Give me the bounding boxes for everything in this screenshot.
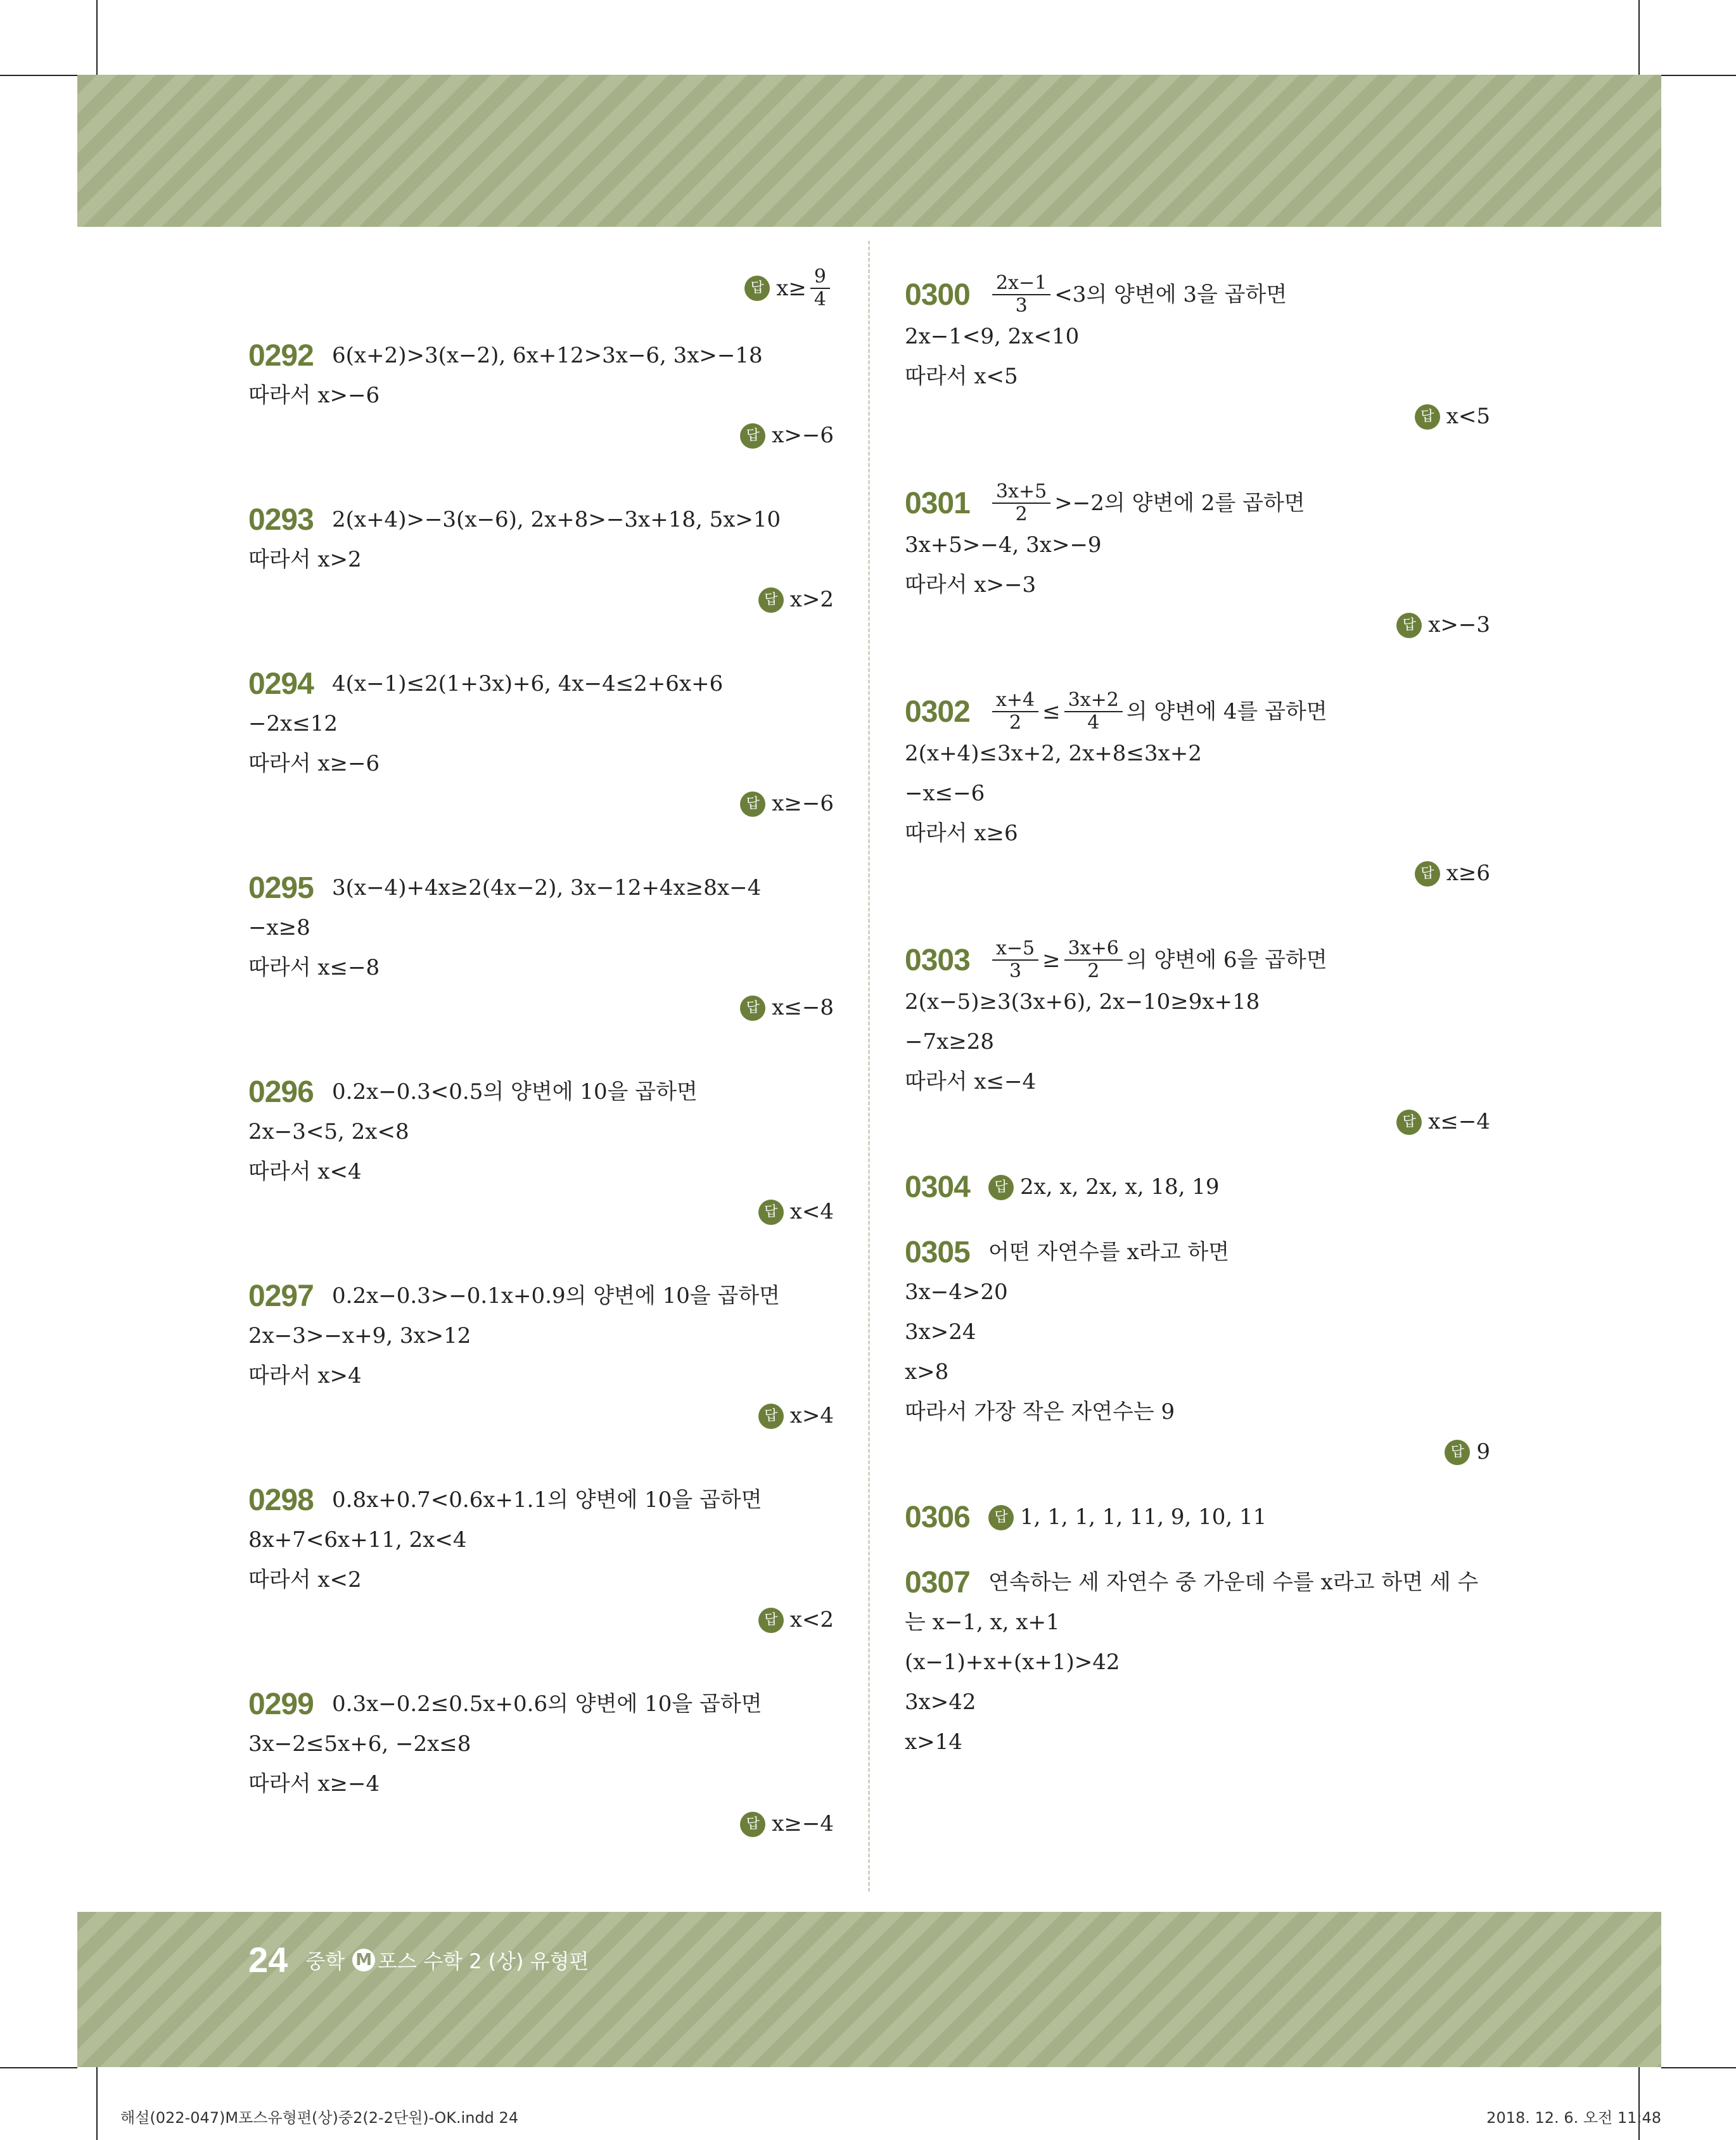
answer-badge: 답 xyxy=(740,1812,765,1837)
answer-text: x≥−6 xyxy=(772,791,834,816)
problem-0305 xyxy=(905,1233,1490,1472)
solution-line: 2x−3>−x+9, 3x>12 xyxy=(248,1323,471,1349)
solution-line: 8x+7<6x+11, 2x<4 xyxy=(248,1527,467,1553)
answer-badge: 답 xyxy=(1415,404,1440,430)
imprint-date: 2018. 12. 6. 오전 11:48 xyxy=(1486,2109,1661,2127)
solution-line: 따라서 x≥−6 xyxy=(248,751,380,776)
problem-number: 0298 xyxy=(248,1483,314,1517)
solution-line: 2x−3<5, 2x<8 xyxy=(248,1119,409,1144)
problem-number: 0299 xyxy=(248,1688,314,1721)
header-band xyxy=(77,75,1661,227)
solution-line: 연속하는 세 자연수 중 가운데 수를 x라고 하면 세 수 xyxy=(988,1570,1479,1595)
problem-0293 xyxy=(248,500,834,620)
solution-line: x>14 xyxy=(905,1729,962,1755)
solution-line: 3x−4>20 xyxy=(905,1279,1008,1305)
divider-notch xyxy=(859,1898,879,1912)
left-column xyxy=(248,266,834,1844)
problem-number: 0301 xyxy=(905,486,970,520)
solution-line: 0.3x−0.2≤0.5x+0.6의 양변에 10을 곱하면 xyxy=(332,1691,762,1717)
answer-badge: 답 xyxy=(758,1608,784,1633)
solution-line: 의 양변에 6을 곱하면 xyxy=(1126,947,1327,973)
solution-line: 따라서 x<2 xyxy=(248,1567,362,1592)
problem-0302: 0302 $\frac{x+4}{2}$ ≤ $\frac{3x+2}{4}$ 의 양변에 4를 곱하면 2(x+4)≤3x+2, 2x+8≤3x+2 −x≤−6 따라서 x≥6 답 x≥6 xyxy=(905,689,1490,894)
problem-number: 0295 xyxy=(248,871,314,905)
answer-text: x<2 xyxy=(789,1607,834,1632)
solution-line: x>8 xyxy=(905,1359,949,1385)
answer-badge: 답 xyxy=(744,276,770,301)
solution-line: 2x−1<9, 2x<10 xyxy=(905,324,1080,349)
solution-line: 4(x−1)≤2(1+3x)+6, 4x−4≤2+6x+6 xyxy=(332,671,724,696)
crop-mark xyxy=(0,2067,77,2068)
problem-number: 0303 xyxy=(905,943,970,977)
crop-mark xyxy=(0,75,77,76)
solution-line: 따라서 x≥−4 xyxy=(248,1771,380,1797)
solution-line: 의 양변에 4를 곱하면 xyxy=(1126,698,1327,724)
solution-line: 3x>24 xyxy=(905,1319,976,1345)
solution-line: 0.8x+0.7<0.6x+1.1의 양변에 10을 곱하면 xyxy=(332,1487,762,1513)
answer-text: x>−6 xyxy=(772,423,834,448)
answer-text: x≥−4 xyxy=(772,1811,834,1836)
solution-line: 0.2x−0.3>−0.1x+0.9의 양변에 10을 곱하면 xyxy=(332,1283,781,1309)
answer-text: x≥6 xyxy=(1446,861,1490,886)
solution-line: 3x−2≤5x+6, −2x≤8 xyxy=(248,1731,471,1757)
solution-line: 3(x−4)+4x≥2(4x−2), 3x−12+4x≥8x−4 xyxy=(332,875,762,900)
problem-number: 0300 xyxy=(905,278,970,312)
solution-line: 따라서 x>−3 xyxy=(905,572,1037,598)
answer-text: x≤−8 xyxy=(772,995,834,1020)
solution-line: 따라서 가장 작은 자연수는 9 xyxy=(905,1399,1175,1425)
answer-text: x≤−4 xyxy=(1428,1109,1490,1134)
problem-number: 0305 xyxy=(905,1236,970,1269)
solution-line: 는 x−1, x, x+1 xyxy=(905,1610,1060,1635)
solution-line: 따라서 x<5 xyxy=(905,364,1018,389)
problem-0294 xyxy=(248,664,834,824)
crop-mark xyxy=(1661,75,1736,76)
crop-mark xyxy=(96,2067,98,2140)
problem-number: 0293 xyxy=(248,503,314,537)
problem-0304 xyxy=(905,1167,1490,1207)
fraction: $\frac{3x+5}{2}$ xyxy=(992,481,1050,525)
answer-badge: 답 xyxy=(988,1175,1014,1200)
crop-mark xyxy=(1638,0,1640,75)
problem-number: 0297 xyxy=(248,1279,314,1313)
fraction: $\frac{9}{4}$ xyxy=(810,266,830,311)
solution-line: −x≥8 xyxy=(248,915,310,940)
answer-line: 답 x≥ $\frac{9}{4}$ xyxy=(248,266,834,311)
fraction: $\frac{3x+6}{2}$ xyxy=(1064,938,1123,982)
crop-mark xyxy=(1638,2067,1640,2140)
solution-line: 2(x+4)>−3(x−6), 2x+8>−3x+18, 5x>10 xyxy=(332,507,781,532)
problem-0307 xyxy=(905,1563,1490,1762)
solution-line: >−2의 양변에 2를 곱하면 xyxy=(1054,490,1305,516)
problem-0303: 0303 $\frac{x-5}{3}$ ≥ $\frac{3x+6}{2}$ 의 양변에 6을 곱하면 2(x−5)≥3(3x+6), 2x−10≥9x+18 −7x≥28 따라서 x≤−4 답 x≤−4 xyxy=(905,938,1490,1142)
problem-0299 xyxy=(248,1684,834,1844)
answer-text: x>−3 xyxy=(1428,612,1490,638)
solution-line: <3의 양변에 3을 곱하면 xyxy=(1054,281,1287,307)
answer-badge: 답 xyxy=(988,1505,1014,1530)
solution-line: 3x+5>−4, 3x>−9 xyxy=(905,532,1102,558)
answer-badge: 답 xyxy=(740,423,765,449)
problem-number: 0306 xyxy=(905,1501,970,1534)
solution-line: 3x>42 xyxy=(905,1689,976,1715)
solution-line: −7x≥28 xyxy=(905,1029,995,1054)
answer-badge: 답 xyxy=(1445,1440,1470,1465)
answer-badge: 답 xyxy=(1396,1110,1422,1135)
problem-number: 0304 xyxy=(905,1170,970,1204)
answer-badge: 답 xyxy=(1415,861,1440,887)
right-column xyxy=(905,272,1490,1762)
problem-number: 0307 xyxy=(905,1566,970,1599)
solution-line: 따라서 x≤−8 xyxy=(248,955,380,980)
answer-badge: 답 xyxy=(758,1200,784,1225)
answer-badge: 답 xyxy=(758,587,784,613)
fraction: $\frac{2x-1}{3}$ xyxy=(992,272,1050,317)
fraction: $\frac{x+4}{2}$ xyxy=(992,689,1038,734)
page-number: 24 xyxy=(248,1940,288,1980)
solution-line: 따라서 x>−6 xyxy=(248,383,380,408)
solution-line: 따라서 x>4 xyxy=(248,1363,362,1388)
answer-text: 2x, x, 2x, x, 18, 19 xyxy=(1020,1174,1220,1200)
answer-text: x>2 xyxy=(789,587,834,612)
answer-text: x<4 xyxy=(789,1199,834,1224)
fraction: $\frac{3x+2}{4}$ xyxy=(1064,689,1123,734)
solution-line: 따라서 x<4 xyxy=(248,1159,362,1184)
answer-text: 9 xyxy=(1476,1439,1490,1464)
solution-line: 2(x−5)≥3(3x+6), 2x−10≥9x+18 xyxy=(905,989,1260,1015)
answer-text: x<5 xyxy=(1446,404,1490,429)
answer-badge: 답 xyxy=(740,996,765,1021)
divider-notch xyxy=(859,227,879,241)
solution-line: 2(x+4)≤3x+2, 2x+8≤3x+2 xyxy=(905,741,1202,766)
answer-text: x>4 xyxy=(789,1403,834,1428)
answer-badge: 답 xyxy=(758,1404,784,1429)
page-footer xyxy=(248,1939,589,1980)
crop-mark xyxy=(96,0,98,75)
solution-line: 따라서 x≤−4 xyxy=(905,1069,1037,1094)
answer-badge: 답 xyxy=(1396,613,1422,638)
solution-line: 어떤 자연수를 x라고 하면 xyxy=(988,1240,1230,1265)
column-divider xyxy=(868,241,870,1892)
answer-badge: 답 xyxy=(740,791,765,817)
fraction: $\frac{x-5}{3}$ xyxy=(992,938,1038,982)
problem-number: 0302 xyxy=(905,695,970,729)
solution-line: −2x≤12 xyxy=(248,711,338,736)
crop-mark xyxy=(1661,2067,1736,2068)
solution-line: 따라서 x≥6 xyxy=(905,821,1018,846)
problem-number: 0292 xyxy=(248,339,314,373)
problem-0292 xyxy=(248,336,834,456)
problem-0298 xyxy=(248,1480,834,1640)
problem-0306 xyxy=(905,1497,1490,1537)
solution-line: 6(x+2)>3(x−2), 6x+12>3x−6, 3x>−18 xyxy=(332,343,763,368)
book-title: 중학 M 포스 수학 2 (상) 유형편 xyxy=(305,1949,589,1973)
problem-0297 xyxy=(248,1276,834,1436)
problem-0301 xyxy=(905,481,1490,645)
solution-line: (x−1)+x+(x+1)>42 xyxy=(905,1650,1120,1675)
problem-number: 0296 xyxy=(248,1075,314,1109)
problem-0300 xyxy=(905,272,1490,437)
m-logo-icon: M xyxy=(352,1949,375,1971)
solution-line: −x≤−6 xyxy=(905,781,985,806)
footer-band xyxy=(77,1912,1661,2067)
problem-0296 xyxy=(248,1072,834,1232)
solution-line: 따라서 x>2 xyxy=(248,547,362,572)
problem-number: 0294 xyxy=(248,667,314,701)
problem-0295 xyxy=(248,868,834,1028)
answer-text: 1, 1, 1, 1, 11, 9, 10, 11 xyxy=(1020,1504,1267,1530)
solution-line: 0.2x−0.3<0.5의 양변에 10을 곱하면 xyxy=(332,1079,698,1105)
imprint-filename: 해설(022-047)M포스유형편(상)중2(2-2단원)-OK.indd 24 xyxy=(120,2109,519,2127)
